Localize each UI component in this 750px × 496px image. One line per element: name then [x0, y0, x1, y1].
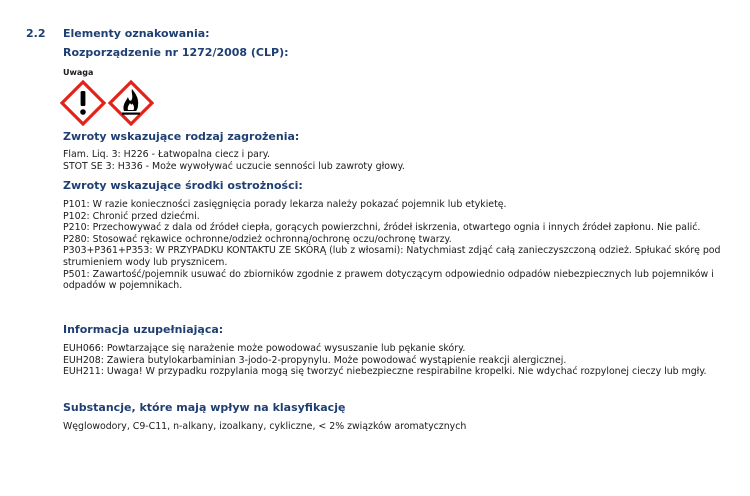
hazard-statements [63, 128, 733, 172]
exclamation-mark-icon [62, 82, 104, 124]
precaution-line: P280: Stosować rękawice ochronne/odzież ochronną/ochronę oczu/ochronę twarzy. [63, 233, 452, 245]
flame-icon [110, 82, 152, 124]
precautionary-statements [63, 177, 733, 292]
section-number: 2.2 [26, 27, 46, 40]
substances-line: Węglowodory, C9-C11, n-alkany, izoalkany, cykliczne, < 2% związków aromatycznych [63, 421, 467, 432]
hazard-line: Flam. Liq. 3: H226 - Łatwopalna ciecz i pary. [63, 149, 270, 160]
supplementary-heading: Informacja uzupełniająca: [63, 323, 224, 336]
precaution-line: P102: Chronić przed dziećmi. [63, 210, 200, 222]
precaution-line: P101: W razie konieczności zasięgnięcia porady lekarza należy pokazać pojemnik lub etykietę. [63, 199, 507, 210]
substances-heading: Substancje, które mają wpływ na klasyfikację [63, 401, 346, 414]
regulation-heading: Rozporządzenie nr 1272/2008 (CLP): [63, 46, 289, 59]
precaution-line: P303+P361+P353: W PRZYPADKU KONTAKTU ZE SKÓRĄ (lub z włosami): Natychmiast zdjąć całą zanieczyszczoną odzież. Spłukać skórę pod strumieniem wody lub prysznicem. [63, 245, 721, 268]
section-title: Elementy oznakowania: [63, 27, 210, 40]
precaution-heading: Zwroty wskazujące środki ostrożności: [63, 179, 303, 192]
supplementary-line: EUH211: Uwaga! W przypadku rozpylania mogą się tworzyć niebezpieczne respirabilne kropelki. Nie wdychać rozpylonej cieczy lub mgły. [63, 366, 707, 378]
precaution-line: P501: Zawartość/pojemnik usuwać do zbiorników zgodnie z prawem dotyczącym odpowiednio odpadów niebezpiecznych lub pojemników i odpadów w pojemnikach. [63, 268, 714, 292]
signal-word: Uwaga [63, 68, 94, 77]
supplementary-line: EUH066: Powtarzające się narażenie może powodować wysuszanie lub pękanie skóry. [63, 343, 466, 354]
hazard-line: STOT SE 3: H336 - Może wywoływać uczucie senności lub zawroty głowy. [63, 160, 405, 172]
classification-substances [63, 399, 733, 433]
supplementary-information [63, 321, 733, 378]
supplementary-line: EUH208: Zawiera butylokarbaminian 3-jodo-2-propynylu. Może powodować wystąpienie reakcji alergicznej. [63, 354, 567, 366]
precaution-line: P210: Przechowywać z dala od źródeł ciepła, gorących powierzchni, źródeł iskrzenia, otwartego ognia i innych źródeł zapłonu. Nie palić. [63, 222, 701, 234]
hazard-heading: Zwroty wskazujące rodzaj zagrożenia: [63, 130, 300, 143]
ghs-pictograms [60, 80, 154, 126]
